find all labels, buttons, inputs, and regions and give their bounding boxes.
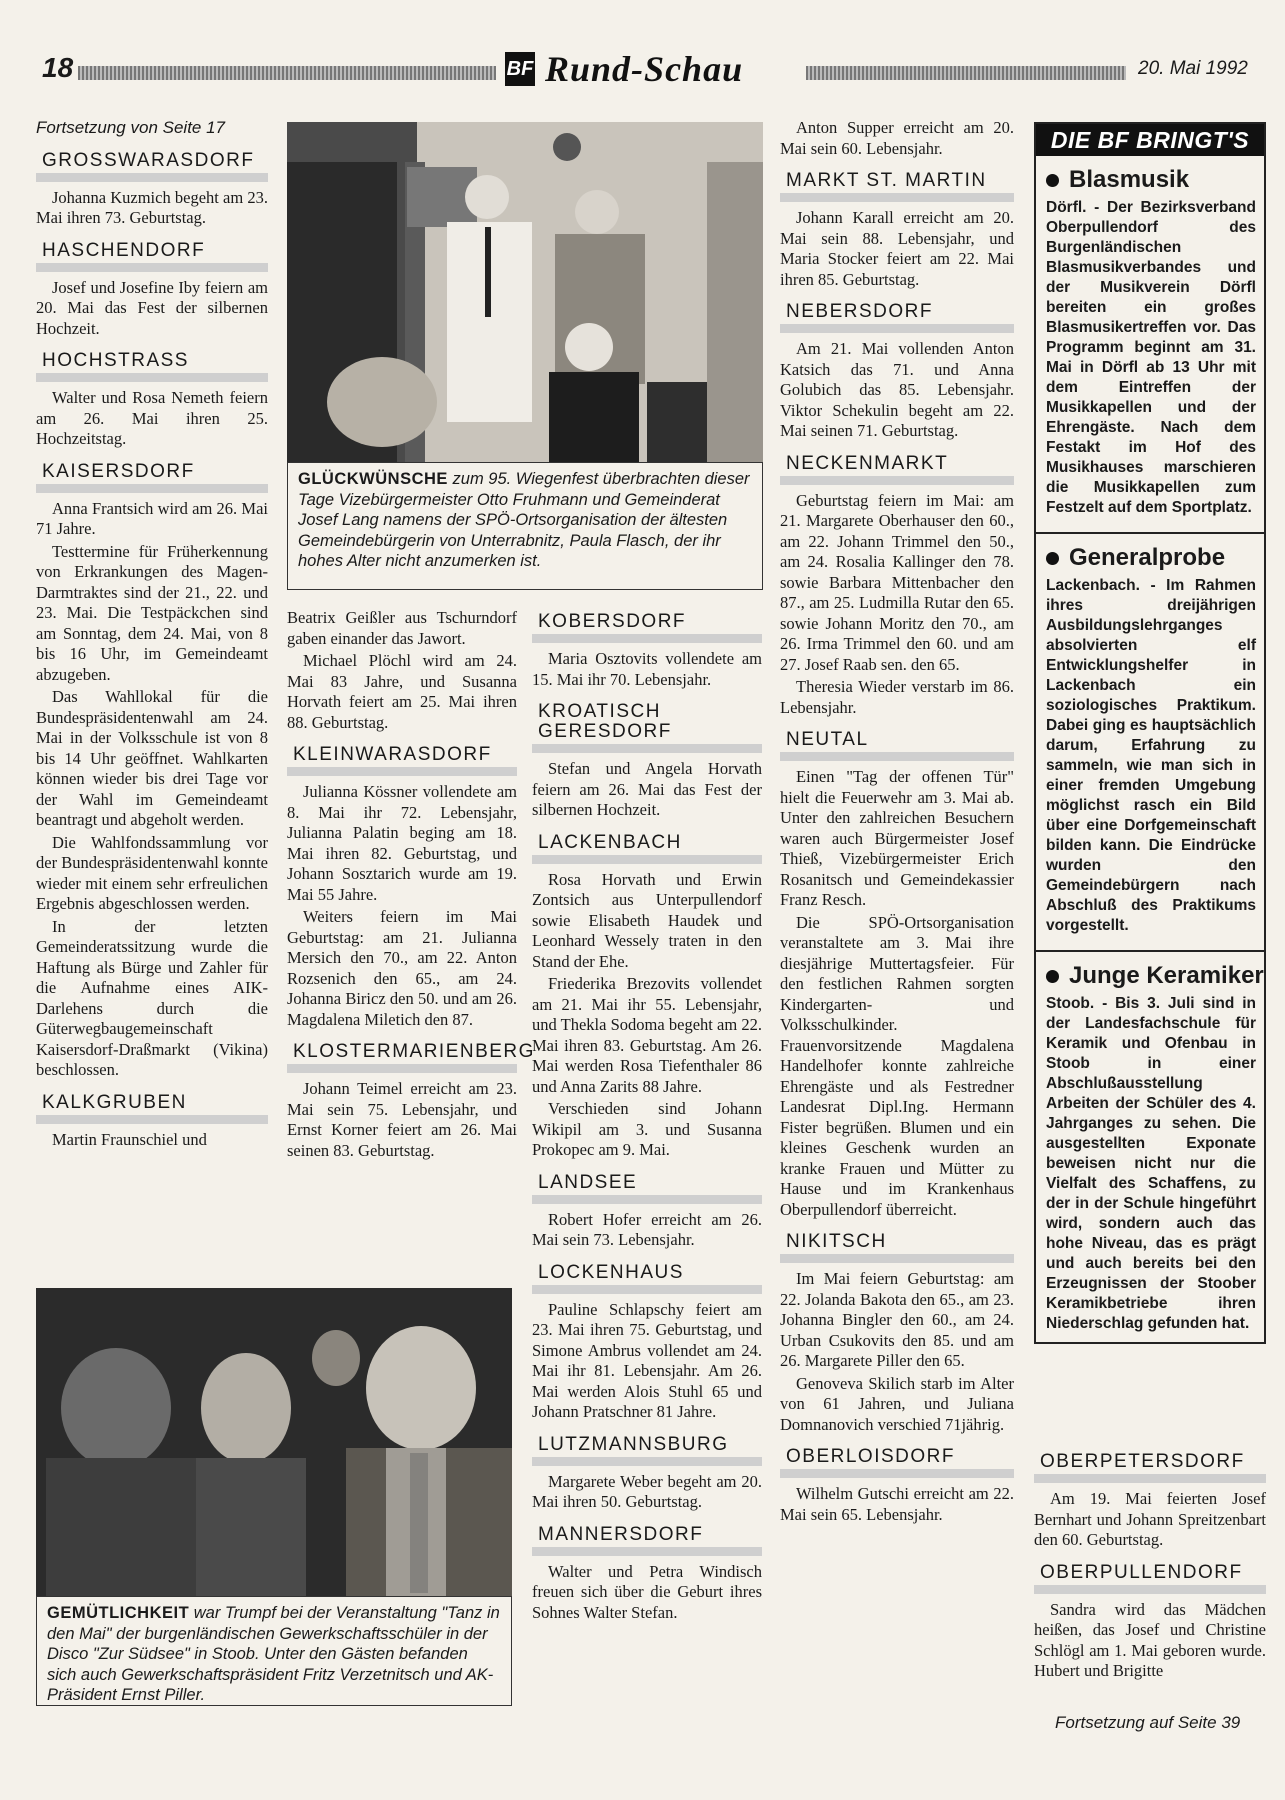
sidebar-item-title: Junge Keramiker [1069,962,1264,989]
section-head: MARKT ST. MARTIN [780,167,1014,202]
paragraph: Testtermine für Früherkennung von Erkrankungen des Magen-Darmtraktes sind der 21., 22. und 23. Mai. Die Testpäckchen sind am Sonntag, dem 24. Mai, von 8 bis 16 Uhr, im Gemeindeamt abzugeben. [36,541,268,684]
issue-date: 20. Mai 1992 [1138,58,1248,79]
paragraph: Anna Frantsich wird am 26. Mai 71 Jahre. [36,498,268,538]
paragraph: Weiters feiern im Mai Geburtstag: am 21. Julianna Mersich den 70., am 22. Anton Rozsenich den 65., am 24. Johanna Biricz den 50. und am 26. Magdalena Miletich den 87. [287,907,517,1029]
bf-logo: BF [505,52,535,86]
sidebar-box [1034,122,1266,1344]
paragraph: Johann Karall erreicht am 20. Mai sein 88. Lebensjahr, und Maria Stocker feiert am 22. Mai ihren 85. Geburtstag. [780,208,1014,289]
header-rule-left [78,66,496,80]
paragraph: Am 21. Mai vollenden Anton Katsich das 71. und Anna Golubich das 85. Lebensjahr. Viktor Schekulin begeht am 22. Mai seinen 71. Geburtstag. [780,339,1014,440]
page-number: 18 [42,52,74,83]
paragraph: Stefan und Angela Horvath feiern am 26. Mai das Fest der silbernen Hochzeit. [532,759,762,819]
paragraph: Genoveva Skilich starb im Alter von 61 Jahren, und Juliana Domnanovich verschied 71jährig. [780,1373,1014,1434]
photo-birthday [287,122,763,462]
column-1 [36,118,268,1152]
photo-birthday-caption [287,462,763,590]
section-head: KALKGRUBEN [36,1089,268,1124]
section-head: NEUTAL [780,726,1014,761]
section-head: KAISERSDORF [36,458,268,493]
sidebar-item-head [1046,166,1264,193]
section-head: MANNERSDORF [532,1521,762,1556]
paragraph: Anton Supper erreicht am 20. Mai sein 60. Lebensjahr. [780,118,1014,158]
sidebar-item-text: Stoob. - Bis 3. Juli sind in der Landesfachschule für Keramik und Ofenbau in Stoob in einer Abschlußausstellung Arbeiten der Schüler des 4. Jahrganges zu sehen. Die ausgestellten Exponate beweisen nicht nur die Vielfalt des Schaffens, zu der in der Schule hingeführt wird, sondern auch das hohe Niveau, das es prägt und auch bereits bei den Erzeugnissen der Stoober Keramikbetriebe ihren Niederschlag gefunden hat. [1046,995,1256,1332]
section-head: NEBERSDORF [780,298,1014,333]
sidebar-item-title: Blasmusik [1069,166,1190,193]
photo-dance-caption [36,1596,512,1706]
sidebar-item-title: Generalprobe [1069,544,1226,571]
paragraph: Das Wahllokal für die Bundespräsidentenwahl am 24. Mai in der Volksschule ist von 8 bis 14 Uhr geöffnet. Wahlkarten können wieder bis drei Tage vor der Wahl im Gemeindeamt beantragt und abgeholt werden. [36,687,268,829]
paragraph: Verschieden sind Johann Wikipil am 3. und Susanna Prokopec am 9. Mai. [532,1099,762,1159]
caption-text: zum 95. Wiegenfest überbrachten dieser Tage Vizebürgermeister Otto Fruhmann und Gemeinderat Josef Lang namens der SPÖ-Ortsorganisation der ältesten Gemeindebürgerin von Unterrabnitz, Paula Flasch, der ihr hohes Alter nicht anzumerken ist. [298,470,750,570]
section-head: HOCHSTRASS [36,347,268,382]
photo-birthday-image [287,122,763,462]
bullet-icon [1046,552,1059,565]
paragraph: Martin Fraunschiel und [52,1129,207,1149]
sidebar-item-text: Dörfl. - Der Bezirksverband Oberpullendorf des Burgenländischen Blasmusikverbandes und der Musikverein Dörfl bereiten ein großes Blasmusikertreffen vor. Das Programm beginnt am 31. Mai in Dörfl ab 13 Uhr mit dem Eintreffen der Musikkapellen und der Ehrengäste. Nach dem Festakt im Hof des Musikhauses marschieren die Musikkapellen zum Festzelt auf dem Sportplatz. [1046,199,1256,516]
paragraph: Beatrix Geißler aus Tschurndorf gaben einander das Jawort. [287,608,517,648]
paragraph: Maria Osztovits vollendete am 15. Mai ihr 70. Lebensjahr. [532,649,762,689]
continued-from: Fortsetzung von Seite 17 [36,118,226,137]
section-head: KLOSTERMARIENBERG [287,1038,517,1073]
section-head: LACKENBACH [532,829,762,864]
section-head: KROATISCH GERESDORF [532,698,762,753]
paragraph: Michael Plöchl wird am 24. Mai 83 Jahre, und Susanna Horvath feiert am 25. Mai ihren 88. Geburtstag. [287,651,517,732]
section-head: OBERPULLENDORF [1034,1559,1266,1594]
section-head: HASCHENDORF [36,237,268,272]
section-head: GROSSWARASDORF [36,147,268,182]
section-head: KOBERSDORF [532,608,762,643]
paragraph: Die SPÖ-Ortsorganisation veranstaltete am 3. Mai ihre diesjährige Muttertagsfeier. Für den festlichen Rahmen sorgten Kindergarten- und Volksschulkinder. Frauenvorsitzende Magdalena Handelhofer konnte zahlreiche Ehrengäste und als Festredner Landesrat Dipl.Ing. Hermann Fister begrüßen. Blumen und ein kleines Geschenk wurden an kranke Frauen und Mütter zu Hause und im Krankenhaus Oberpullendorf überreicht. [780,912,1014,1219]
paragraph: Die Wahlfondssammlung vor der Bundespräsidentenwahl konnte wieder mit einem sehr erfreulichen Ergebnis abgeschlossen werden. [36,832,268,913]
section-head: NIKITSCH [780,1228,1014,1263]
section-head: NECKENMARKT [780,450,1014,485]
divider [1036,950,1264,952]
column-5 [1034,1440,1266,1684]
sidebar-item-head [1046,544,1264,571]
paragraph: Walter und Rosa Nemeth feiern am 26. Mai ihren 25. Hochzeitstag. [36,388,268,448]
section-title: Rund-Schau [545,49,744,89]
section-head: OBERLOISDORF [780,1443,1014,1478]
sidebar [1034,122,1266,1344]
column-4 [780,118,1014,1527]
paragraph: Robert Hofer erreicht am 26. Mai sein 73. Lebensjahr. [532,1209,762,1249]
paragraph: Walter und Petra Windisch freuen sich über die Geburt ihres Sohnes Walter Stefan. [532,1561,762,1622]
paragraph: Pauline Schlapschy feiert am 23. Mai ihren 75. Geburtstag, und Simone Ambrus vollendet am 24. Mai ihr 81. Lebensjahr. Am 26. Mai werden Alois Stuhl 65 und Johann Pratschner 81 Jahre. [532,1299,762,1421]
column-2 [287,608,535,1163]
caption-head: GLÜCKWÜNSCHE [298,470,448,488]
divider [1036,532,1264,534]
bullet-icon [1046,970,1059,983]
section-head: OBERPETERSDORF [1034,1448,1266,1483]
section-head: LOCKENHAUS [532,1259,762,1294]
paragraph: Sandra wird das Mädchen heißen, das Josef und Christine Schlögl am 1. Mai geboren wurde. Hubert und Brigitte [1034,1599,1266,1680]
paragraph: Friederika Brezovits vollendet am 21. Mai ihr 55. Lebensjahr, und Thekla Sodoma begeht am 22. Mai ihren 83. Geburtstag. Am 26. Mai werden Rosa Tiefenthaler 86 und Anna Zarits 88 Jahre. [532,974,762,1096]
sidebar-item-text: Lackenbach. - Im Rahmen ihres dreijährigen Ausbildungslehrganges absolvierten elf Entwicklungshelfer in Lackenbach ein soziologisches Praktikum. Dabei ging es hauptsächlich darum, Erfahrung zu sammeln, wie man sich in einer fremden Umgebung möglichst rasch ein Bild über eine Dorfgemeinschaft bilden kann. Die Eindrücke wurden den Gemeindebürgern nach Abschluß des Praktikums vorgestellt. [1046,577,1256,934]
paragraph: Margarete Weber begeht am 20. Mai ihren 50. Geburtstag. [532,1471,762,1511]
paragraph: Johanna Kuzmich begeht am 23. Mai ihren 73. Geburtstag. [36,187,268,227]
paragraph: Geburtstag feiern im Mai: am 21. Margarete Oberhauser den 60., am 22. Johann Trimmel den 50., am 24. Rosalia Kallinger den 78. sowie Barbara Mittenbacher den 87., am 25. Ludmilla Rutar den 65. sowie Johann Moritz den 70., am 26. Irma Trimmel den 60. und am 27. Josef Raab sen. den 65. [780,490,1014,674]
bullet-icon [1046,174,1059,187]
continued-on: Fortsetzung auf Seite 39 [1055,1713,1241,1732]
sidebar-title: DIE BF BRINGT'S [1036,124,1264,156]
caption-text: war Trumpf bei der Veranstaltung "Tanz in den Mai" der burgenländischen Gewerkschaftsschüler in der Disco "Zur Südsee" in Stoob. Unter den Gästen befanden sich auch Gewerkschaftspräsident Fritz Verzetnitsch und AK-Präsident Ernst Piller. [47,1604,500,1704]
paragraph: Theresia Wieder verstarb im 86. Lebensjahr. [780,677,1014,717]
sidebar-item-head [1046,962,1264,989]
paragraph: Wilhelm Gutschi erreicht am 22. Mai sein 65. Lebensjahr. [780,1484,1014,1524]
paragraph: Einen "Tag der offenen Tür" hielt die Feuerwehr am 3. Mai ab. Unter den zahlreichen Besuchern waren auch Bürgermeister Josef Thieß, Vizebürgermeister Erich Rosanitsch und Gemeindekassier Franz Resch. [780,767,1014,909]
paragraph: Am 19. Mai feierten Josef Bernhart und Johann Spreitzenbart den 60. Geburtstag. [1034,1489,1266,1549]
caption-head: GEMÜTLICHKEIT [47,1604,190,1622]
paragraph: Josef und Josefine Iby feiern am 20. Mai das Fest der silbernen Hochzeit. [36,277,268,338]
paragraph: Julianna Kössner vollendete am 8. Mai ihr 72. Lebensjahr, Julianna Palatin beging am 18. Mai ihren 82. Geburtstag, und Johann Sosztarich wurde am 19. Mai 55 Jahre. [287,782,517,904]
paragraph: Im Mai feiern Geburtstag: am 22. Jolanda Bakota den 65., am 23. Johanna Bingler den 60., am 24. Urban Csukovits den 85. und am 26. Margarete Piller den 65. [780,1269,1014,1370]
photo-dance [36,1288,512,1596]
column-3 [532,608,762,1625]
section-head: LUTZMANNSBURG [532,1431,762,1466]
photo-dance-image [36,1288,512,1596]
paragraph: In der letzten Gemeinderatssitzung wurde die Haftung als Bürge und Zahler für die Aufnahme eines AIK-Darlehens durch die Güterwegbaugemeinschaft Kaisersdorf-Draßmarkt (Vikina) beschlossen. [36,916,268,1079]
paragraph: Johann Teimel erreicht am 23. Mai sein 75. Lebensjahr, und Ernst Korner feiert am 26. Mai seinen 83. Geburtstag. [287,1079,517,1160]
header-rule-right [806,66,1126,80]
section-head: KLEINWARASDORF [287,741,517,776]
section-head: LANDSEE [532,1169,762,1204]
paragraph: Rosa Horvath und Erwin Zontsich aus Unterpullendorf sowie Elisabeth Haudek und Leonhard Wessely traten in den Stand der Ehe. [532,869,762,971]
